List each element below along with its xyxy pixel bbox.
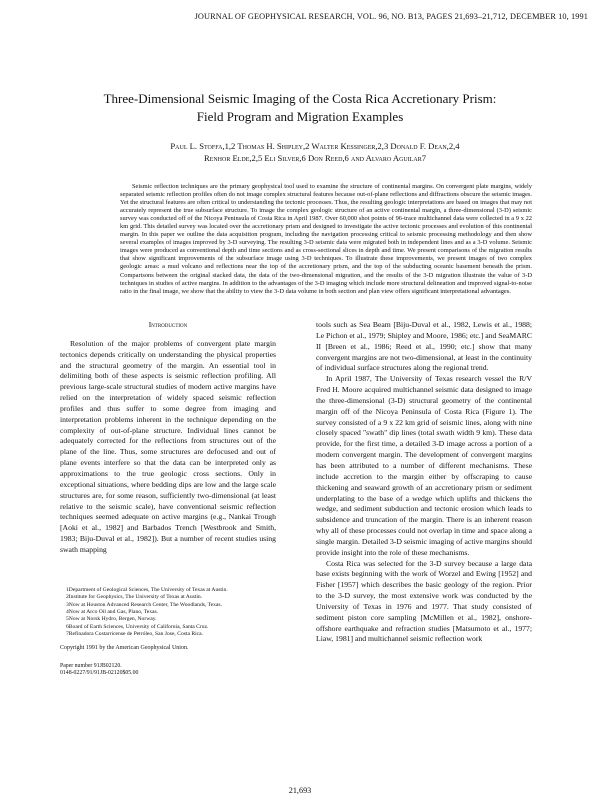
title-line-1: Three-Dimensional Seismic Imaging of the Costa Rica Accretionary Prism:	[103, 91, 497, 106]
footnotes	[60, 587, 276, 677]
body-paragraph: tools such as Sea Beam [Biju-Duval et al., 1982, Lewis et al., 1988; Le Pichon et al., 1979; Shipley and Moore, 1986; etc.] and SeaMARC II [Breen et al., 1986; Reed et al., 1990; etc.] show that many convergent margins are not two-dimensional, at least in the continuity of individual surface structures along the regional trend.	[316, 320, 532, 373]
abstract: Seismic reflection techniques are the primary geophysical tool used to examine the structure of continental margins. On convergent plate margins, widely separated seismic reflection profiles often do not image complex structural features because out-of-plane reflections and diffractions obscure the seismic images. Yet the structural features are often critical to understanding the tectonic processes. Thus, the resulting geologic interpretations are based on images that may not accurately represent the true subsurface structure. To image the complex geologic structure of an active continental margin, a three-dimensional (3-D) seismic survey was conducted off of the Nicoya Peninsula of Costa Rica in April 1987. Over 60,000 shot points of 96-trace multichannel data were collected in a 9 x 22 km grid. This detailed survey was located over the accretionary prism and designed to investigate the active tectonic processes and evolution of this continental margin. In this paper we outline the data acquisition program, including the navigation processing critical to seismic processing methodology and then show several examples of images improved by 3-D surveying. The resulting 3-D seismic data were migrated both in independent lines and as a 3-D volume. Seismic images were produced as conventional depth and time sections and as cross-sectional slices in depth and time. We present comparisons of the migration results that show significant improvements of the subsurface image using 3-D techniques. To illustrate these improvements, we present images of two complex geologic areas: a mud volcano and reflections near the top of the accretionary prism, and the top of the subducting oceanic basement beneath the prism. Comparisons between the original stacked data, the data of the two-dimensional migration, and the results of the 3-D migration illustrate the value of 3-D techniques in studies of active margins. In addition to the advantages of the 3-D imaging which include more structural delineation and improved signal-to-noise ratio in the final image, we show that the ability to view the 3-D data volume in both section and plan view offers significant interpretational advantages.	[120, 183, 532, 295]
footnote: 1Department of Geological Sciences, The University of Texas at Austin.	[66, 587, 228, 593]
footnote: 2Institute for Geophysics, The University of Texas at Austin.	[66, 594, 203, 601]
title-line-2: Field Program and Migration Examples	[196, 109, 404, 124]
paper-number-block	[60, 663, 276, 678]
article-title	[60, 90, 540, 126]
right-column	[316, 320, 532, 645]
authors-line-1: Paul L. Stoffa,1,2 Thomas H. Shipley,2 Walter Kessinger,2,3 Donald F. Dean,2,4	[170, 141, 460, 151]
body-paragraph: In April 1987, The University of Texas research vessel the R/V Fred H. Moore acquired multichannel seismic data designed to image the three-dimensional (3-D) structural geometry of the continental margin off of the Nicoya Peninsula of Costa Rica (Figure 1). The survey consisted of a 9 x 22 km grid of seismic lines, along with nine closely spaced "swath" dip lines (total swath width 9 km). These data provide, for the first time, a detailed 3-D image across a portion of a modern convergent margin. The development of convergent margins has been attributed to a number of different mechanisms. These include accretion to the margin either by offscraping to cause thickening and seaward growth of an accretionary prism or sediment underplating to the base of a wedge which uplifts and thickens the wedge, and sediment subduction and tectonic erosion which leads to subsidence and truncation of the margin. There is an inherent reason why all of these processes could not overlap in time and space along a single margin. Detailed 3-D seismic imaging of active margins should provide insight into the role of these mechanisms.	[316, 374, 532, 557]
body-paragraph: Costa Rica was selected for the 3-D survey because a large data base exists beginning with the work of Worzel and Ewing [1952] and Fisher [1957] which describes the basic geology of the region. Prior to the 3-D survey, the most extensive work was conducted by the University of Texas in 1976 and 1977. That study consisted of sediment piston core sampling [McMillen et al., 1982], onshore-offshore earthquake and refraction studies [Matsumoto et al., 1977; Liaw, 1981] and multichannel seismic reflection work	[316, 558, 532, 644]
footnote: 4Now at Arco Oil and Gas, Plano, Texas.	[66, 609, 159, 616]
left-column	[60, 320, 276, 556]
footnote: 6Board of Earth Sciences, University of California, Santa Cruz.	[66, 623, 209, 630]
footnote: 3Now at Houston Advanced Research Center, The Woodlands, Texas.	[66, 601, 222, 608]
page-number: 21,693	[288, 786, 312, 795]
authors-line-2: Renhor Elde,2,5 Eli Silver,6 Don Reed,6 and Alvaro Aguilar7	[203, 153, 427, 163]
footnote: 7Refinadora Costarricense de Petróleo, San Jose, Costa Rica.	[66, 631, 204, 638]
introduction-heading: Introduction	[148, 320, 188, 329]
author-list	[100, 140, 530, 164]
running-header: JOURNAL OF GEOPHYSICAL RESEARCH, VOL. 96, NO. B13, PAGES 21,693–21,712, DECEMBER 10, 1991	[194, 12, 588, 21]
issn-code: 0148-0227/91/91JB-02120$05.00	[60, 670, 139, 677]
body-paragraph: Resolution of the major problems of convergent plate margin tectonics depends critically on understanding the physical properties and the structural geometry of the margin. An essential tool in delimiting both of these aspects is seismic reflection profiling. All previous large-scale structural studies of modern active margins have relied on the interpretation of widely spaced seismic reflection profiles and thus suffer to some degree from imaging and interpretation problems inherent in the technique depending on the complexity of out-of-plane structure. Individual lines cannot be adequately corrected for the reflections from structures out of the plane of the line. Thus, some structures are defocused and out of plane events interfere so that the data can be interpreted only as approximations to the true geologic cross sections. Only in exceptional situations, where bedding dips are low and the large scale structures are, for some reason, sufficiently two-dimensional (at least relative to the seismic scale), have conventional seismic reflection techniques seemed adequate on active margins (e.g., Nankai Trough [Aoki et al., 1982] and Barbados Trench [Westbrook and Smith, 1983; Biju-Duval et al., 1982]). But a number of recent studies using swath mapping	[60, 338, 276, 554]
footnote: 5Now at Norsk Hydro, Bergen, Norway.	[66, 616, 157, 623]
paper-number: Paper number 91JB02120.	[60, 662, 122, 669]
copyright-notice: Copyright 1991 by the American Geophysical Union.	[60, 645, 189, 652]
